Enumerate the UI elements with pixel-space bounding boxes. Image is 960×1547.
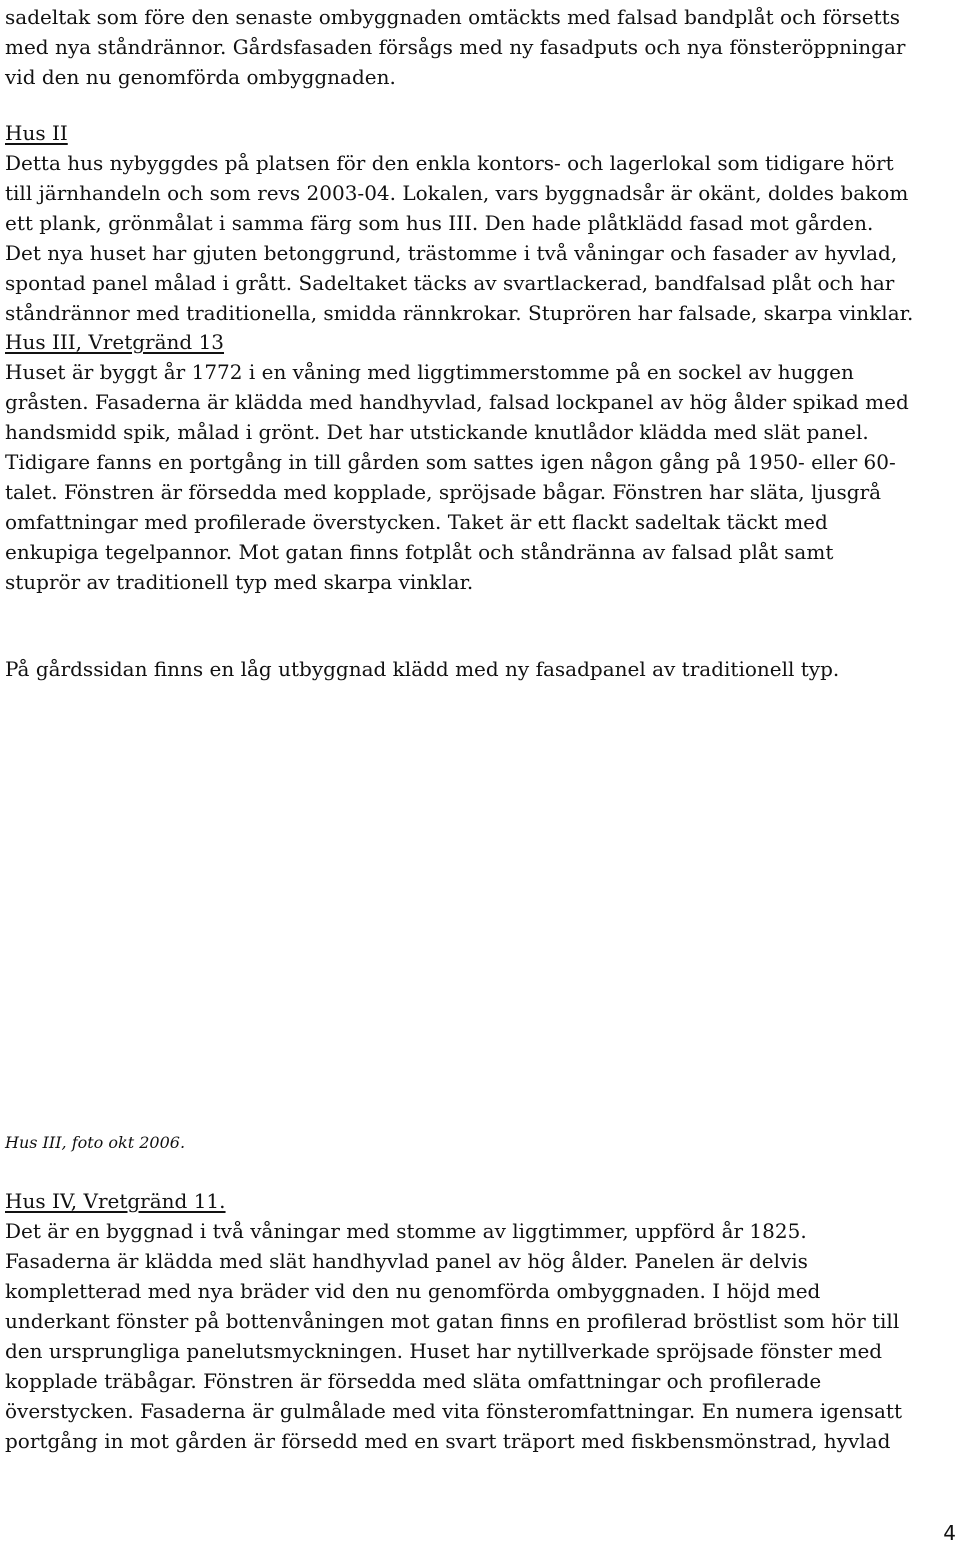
hus3-section [5, 327, 960, 597]
document-page [5, 0, 955, 1547]
hus3-heading: Hus III, Vretgränd 13 [5, 330, 225, 354]
page-number: 4 [943, 1521, 956, 1545]
photo-caption: Hus III, foto okt 2006. [5, 1133, 186, 1152]
hus3-paragraph: Huset är byggt år 1772 i en våning med liggtimmerstomme på en sockel av huggen gråsten. Fasaderna är klädda med handhyvlad, falsad lockpanel av hög ålder spikad med handsmidd spik, målad i grönt. Det har utstickande knutlådor klädda med slät panel. Tidigare fanns en portgång in till gården som sattes igen någon gång på 1950- eller 60- talet. Fönstren är försedda med kopplade, spröjsade bågar. Fönstren har släta, ljusgrå omfattningar med profilerade överstycken. Taket är ett flackt sadeltak täckt med enkupiga tegelpannor. Mot gatan finns fotplåt och ståndränna av falsad plåt samt stuprör av traditionell typ med skarpa vinklar. [5, 360, 909, 594]
hus2-heading: Hus II [5, 121, 68, 145]
hus3-extra-section [5, 654, 960, 684]
hus2-section [5, 118, 960, 328]
intro-section [5, 2, 960, 92]
hus4-section [5, 1186, 960, 1456]
intro-paragraph: sadeltak som före den senaste ombyggnaden omtäckts med falsad bandplåt och försetts med nya ståndrännor. Gårdsfasaden försågs med ny fasadputs och nya fönsteröppningar vid den nu genomförda ombyggnaden. [5, 5, 906, 89]
hus2-paragraph: Detta hus nybyggdes på platsen för den enkla kontors- och lagerlokal som tidigare hört till järnhandeln och som revs 2003-04. Lokalen, vars byggnadsår är okänt, doldes bakom ett plank, grönmålat i samma färg som hus III. Den hade plåtklädd fasad mot gården. Det nya huset har gjuten betonggrund, trästomme i två våningar och fasader av hyvlad, spontad panel målad i grått. Sadeltaket täcks av svartlackerad, bandfalsad plåt och har ståndrännor med traditionella, smidda rännkrokar. Stuprören har falsade, skarpa vinklar. [5, 151, 914, 325]
hus4-paragraph: Det är en byggnad i två våningar med stomme av liggtimmer, uppförd år 1825. Fasaderna är klädda med slät handhyvlad panel av hög ålder. Panelen är delvis kompletterad med nya bräder vid den nu genomförda ombyggnaden. I höjd med underkant fönster på bottenvåningen mot gatan finns en profilerad bröstlist som hör till den ursprungliga panelutsmyckningen. Huset har nytillverkade spröjsade fönster med kopplade träbågar. Fönstren är försedda med släta omfattningar och profilerade överstycken. Fasaderna är gulmålade med vita fönsteromfattningar. En numera igensatt portgång in mot gården är försedd med en svart träport med fiskbensmönstrad, hyvlad [5, 1219, 902, 1453]
hus4-heading: Hus IV, Vretgränd 11. [5, 1189, 226, 1213]
photo-placeholder [5, 710, 955, 1120]
hus3-extra-paragraph: På gårdssidan finns en låg utbyggnad klädd med ny fasadpanel av traditionell typ. [5, 657, 840, 681]
